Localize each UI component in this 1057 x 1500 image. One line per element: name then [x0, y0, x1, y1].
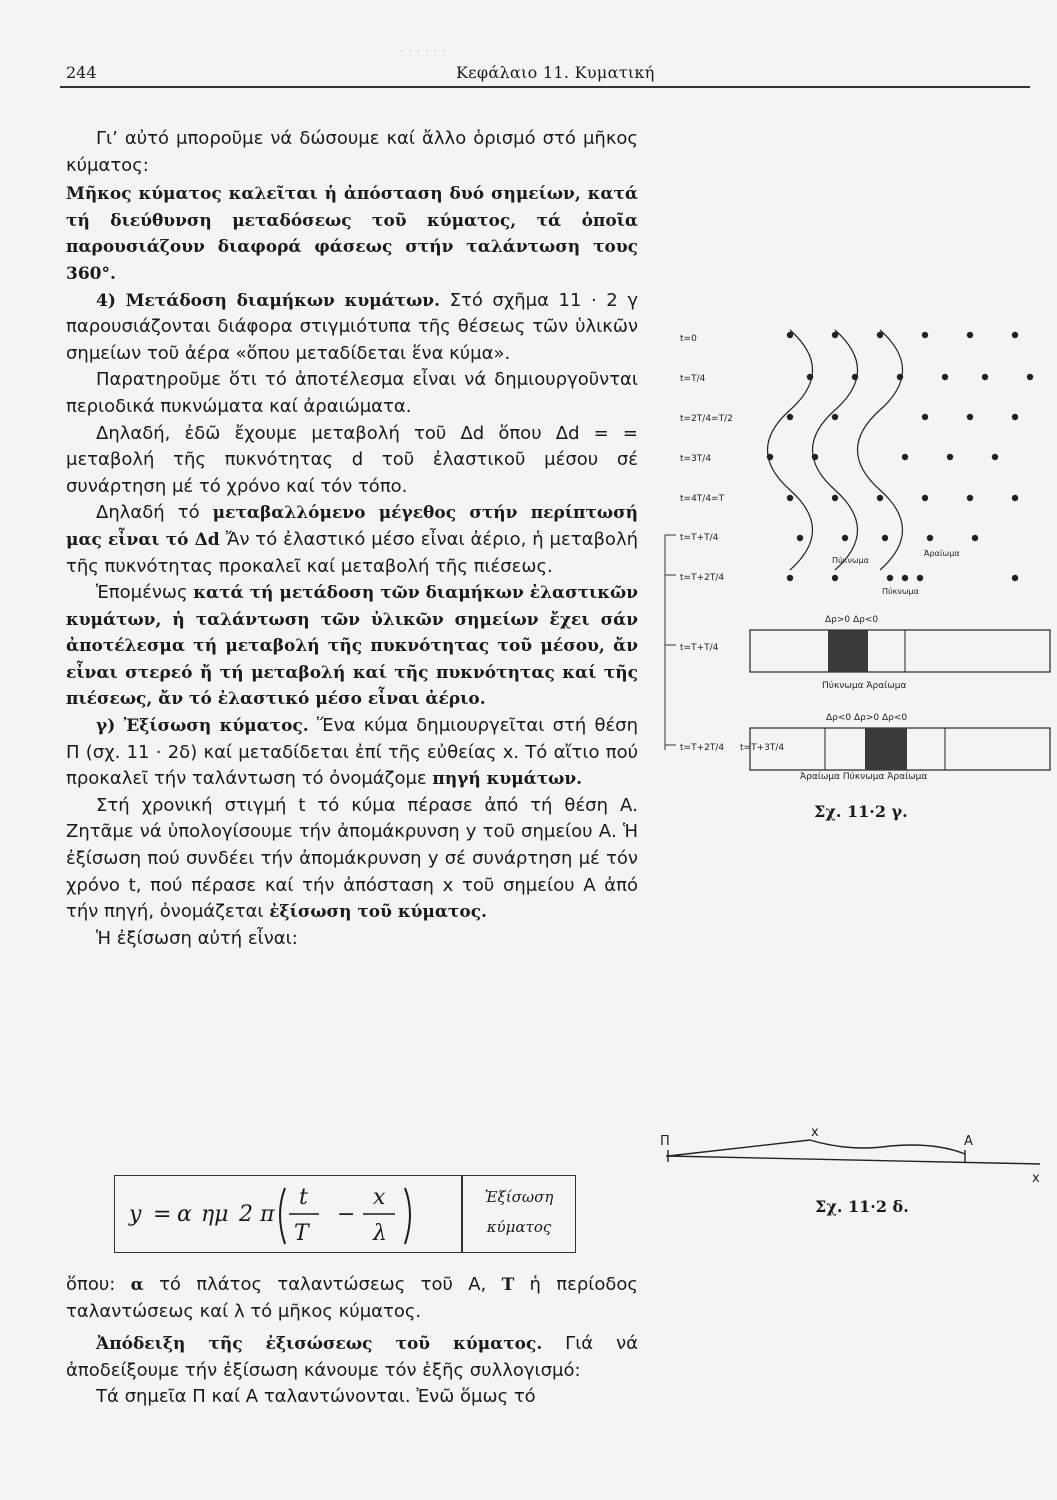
figure-11-2-c: [660, 320, 1057, 820]
time-label: t=T+T/4: [680, 533, 719, 543]
equation-label: κύματος: [486, 1218, 552, 1236]
compression-label: Πύκνωμα: [832, 556, 869, 565]
time-label: t=T/4: [680, 374, 706, 384]
section-heading: γ) Ἐξίσωση κύματος.: [96, 716, 309, 737]
time-label: t=T+2T/4: [680, 573, 725, 583]
compression-label: Πύκνωμα: [882, 587, 919, 596]
eq-minus: −: [337, 1202, 356, 1227]
eq-two-pi: 2 π: [239, 1202, 275, 1227]
main-text-column: [66, 126, 638, 952]
paragraph: γ) Ἐξίσωση κύματος. Ἕνα κύμα δημιουργεῖται στή θέση Π (σχ. 11 · 2δ) καί μεταδίδεται ἐπί τῆς εὐθείας x. Τό αἴτιο πού προκαλεῖ τήν ταλάντωση τό ὀνομάζομε πηγή κυμάτων.: [66, 715, 638, 790]
pressure-band-2: [750, 713, 1050, 782]
page-number: 244: [66, 63, 97, 82]
label-x-axis: x: [1032, 1171, 1040, 1186]
time-label: t=T+T/4: [680, 643, 719, 653]
paragraph: Παρατηροῦμε ὅτι τό ἀποτέλεσμα εἶναι νά δημιουργοῦνται περιοδικά πυκνώματα καί ἀραιώματα.: [66, 369, 638, 417]
paragraph: Στή χρονική στιγμή t τό κύμα πέρασε ἀπό τή θέση Α. Ζητᾶμε νά ὑπολογίσουμε τήν ἀπομάκρυνση y τοῦ σημείου Α. Ἡ ἐξίσωση πού συνδέει τήν ἀπομάκρυνση y σέ συνάρτηση μέ τόν χρόνο t, πού πέρασε καί τήν ἀπόσταση x τοῦ σημείου Α ἀπό τήν πηγή, ὀνομάζεται ἐξίσωση τοῦ κύματος.: [66, 794, 638, 923]
eq-amplitude: α: [177, 1202, 192, 1227]
label-P: Π: [660, 1134, 670, 1149]
paragraph: 4) Μετάδοση διαμήκων κυμάτων. Στό σχῆμα 11 · 2 γ παρουσιάζονται διάφορα στιγμιότυπα τῆς θέσεως τῶν ὑλικῶν σημείων τοῦ ἀέρα «ὅπου μεταδίδεται ἕνα κύμα».: [66, 289, 638, 364]
distance-brace: [668, 1140, 965, 1156]
time-label: t=T+2T/4: [680, 743, 725, 753]
time-label: t=4T/4=T: [680, 494, 725, 504]
eq-equals: =: [153, 1202, 172, 1227]
eq-y: y: [129, 1202, 142, 1227]
figure-11-2-d: [660, 1120, 1050, 1190]
paragraph: Τά σημεῖα Π καί Α ταλαντώνονται. Ἐνῶ ὅμως τό: [96, 1386, 536, 1408]
figure-caption-c: Σχ. 11·2 γ.: [814, 802, 908, 821]
eq-t: t: [299, 1185, 308, 1210]
wave-equation-box: [114, 1175, 576, 1253]
svg-text:Δρ<0 Δρ>0 Δρ<0: Δρ<0 Δρ>0 Δρ<0: [826, 713, 908, 723]
paragraph: Γι’ αὐτό μποροῦμε νά δώσουμε καί ἄλλο ὁρισμό στό μῆκος κύματος:: [66, 128, 638, 176]
right-paren: [405, 1188, 410, 1244]
label-A: A: [964, 1134, 973, 1149]
chapter-title: Κεφάλαιο 11. Κυματική: [456, 63, 655, 82]
time-label: t=0: [680, 334, 697, 344]
definition-paragraph: Μῆκος κύματος καλεῖται ἡ ἀπόσταση δυό σημείων, κατά τή διεύθυνση μεταδόσεως τοῦ κύματος, τά ὁποῖα παρουσιάζουν διαφορά φάσεως στήν ταλάντωση τους 360°.: [66, 184, 638, 284]
section-heading: Ἀπόδειξη τῆς ἐξισώσεως τοῦ κύματος.: [96, 1334, 543, 1355]
paragraph: Ἑπομένως κατά τή μετάδοση τῶν διαμήκων ἐλαστικῶν κυμάτων, ἡ ταλάντωση τῶν ὑλικῶν σημείων ἔχει σάν ἀποτέλεσμα τή μεταβολή τῆς πυκνότητας τοῦ μέσου, ἄν εἶναι στερεό ἤ τή μεταβολή καί τῆς πυκνότητας καί τῆς πιέσεως, ἄν τό ἐλαστικό μέσο εἶναι ἀέριο.: [66, 582, 638, 710]
time-label: t=T+3T/4: [740, 743, 785, 753]
eq-period: T: [294, 1221, 309, 1246]
label-x-distance: x: [811, 1125, 819, 1140]
eq-lambda: λ: [373, 1221, 387, 1246]
svg-text:Δρ>0 Δρ<0: Δρ>0 Δρ<0: [825, 615, 879, 625]
eq-x: x: [373, 1185, 386, 1210]
bleed-through-text: · · · · · ·: [400, 44, 446, 59]
eq-sin: ημ: [201, 1202, 229, 1227]
section-heading: 4) Μετάδοση διαμήκων κυμάτων.: [96, 290, 441, 311]
paragraph: Ἀπόδειξη τῆς ἐξισώσεως τοῦ κύματος. Γιά νά ἀποδείξουμε τήν ἐξίσωση κάνουμε τόν ἑξῆς συλλογισμό:: [66, 1333, 638, 1381]
left-paren: [280, 1188, 285, 1244]
header-rule: [60, 86, 1030, 88]
text-below-equation: [66, 1272, 638, 1411]
paragraph: ὅπου: α τό πλάτος ταλαντώσεως τοῦ Α, Τ ἡ περίοδος ταλαντώσεως καί λ τό μῆκος κύματος.: [66, 1274, 638, 1322]
svg-text:Ἀραίωμα Πύκνωμα Ἀραίωμα: Ἀραίωμα Πύκνωμα Ἀραίωμα: [800, 772, 928, 782]
wave-curves: [768, 330, 903, 570]
rarefaction-label: Ἀραίωμα: [924, 549, 960, 558]
wave-equation: [115, 1176, 461, 1252]
page-header: [0, 0, 1057, 100]
time-label: t=3T/4: [680, 454, 712, 464]
paragraph: Δηλαδή τό μεταβαλλόμενο μέγεθος στήν περίπτωσή μας εἶναι τό Δd Ἄν τό ἐλαστικό μέσο εἶναι ἀέριο, ἡ μεταβολή τῆς πυκνότητας προκαλεῖ καί μεταβολή τῆς πιέσεως.: [66, 502, 639, 577]
figure-caption-d: Σχ. 11·2 δ.: [815, 1197, 909, 1216]
paragraph: Ἡ ἐξίσωση αὐτή εἶναι:: [96, 927, 298, 949]
paragraph: Δηλαδή, ἐδῶ ἔχουμε μεταβολή τοῦ Δd ὅπου Δd = = μεταβολή τῆς πυκνότητας d τοῦ ἐλαστικοῦ μέσου σέ συνάρτηση μέ τό χρόνο καί τόν τόπο.: [66, 422, 638, 497]
pressure-band-1: [750, 615, 1050, 691]
x-axis-line: [666, 1156, 1040, 1164]
equation-label: Ἐξίσωση: [484, 1188, 554, 1206]
timeline-bracket: [665, 535, 676, 750]
time-label: t=2T/4=T/2: [680, 414, 733, 424]
svg-text:Πύκνωμα Ἀραίωμα: Πύκνωμα Ἀραίωμα: [822, 681, 907, 691]
